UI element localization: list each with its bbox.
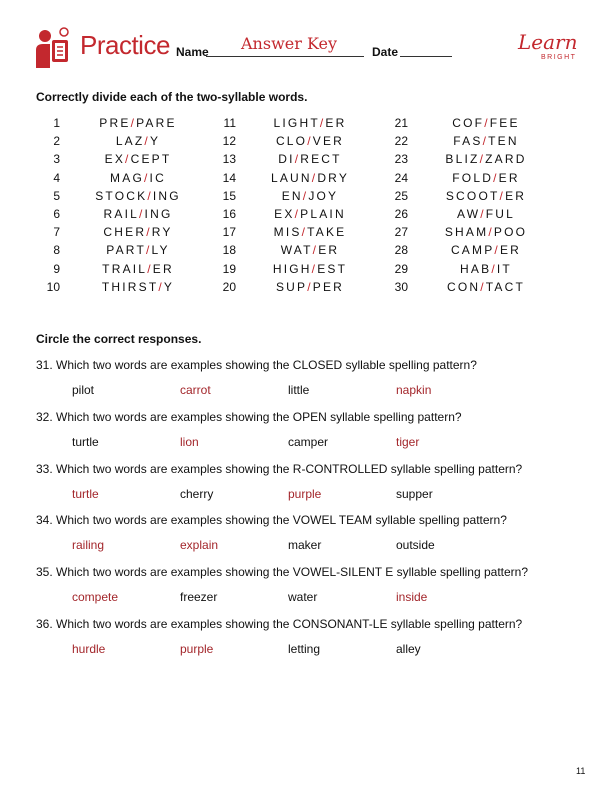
divided-word — [78, 243, 198, 257]
answer-choice-correct[interactable]: purple — [288, 486, 322, 501]
question-text: 33. Which two words are examples showing the R-CONTROLLED syllable spelling pattern? — [36, 461, 523, 476]
syllable-first: SUP — [275, 279, 308, 294]
syllable-divider: / — [143, 170, 150, 185]
word-number: 12 — [222, 134, 236, 149]
syllable-first: CLO — [275, 134, 308, 149]
syllable-second: EST — [317, 261, 348, 276]
answer-choice[interactable]: water — [288, 590, 318, 605]
answer-choice[interactable]: letting — [288, 642, 321, 656]
syllable-first: CHER — [103, 225, 147, 240]
divided-word — [250, 225, 370, 239]
syllable-divider: / — [147, 261, 153, 276]
syllable-second: ER — [505, 188, 527, 203]
syllable-first: RAIL — [103, 207, 139, 221]
syllable-divider: / — [139, 207, 145, 221]
syllable-divider: / — [147, 188, 153, 203]
answer-choice[interactable]: outside — [396, 538, 435, 553]
syllable-divider: / — [494, 243, 500, 258]
syllable-divider: / — [499, 188, 506, 203]
word-number: 14 — [222, 170, 236, 185]
syllable-divider: / — [311, 261, 318, 276]
syllable-first: SHAM — [444, 225, 489, 240]
syllable-divider: / — [294, 152, 301, 167]
word-number: 9 — [53, 261, 60, 276]
answer-choice-correct[interactable]: inside — [396, 590, 428, 605]
syllable-first: HAB — [460, 261, 492, 276]
syllable-divider: / — [145, 243, 152, 258]
word-number: 3 — [53, 152, 60, 167]
answer-choice-correct[interactable]: compete — [72, 590, 119, 605]
syllable-second: RECT — [300, 152, 342, 167]
word-number: 30 — [394, 279, 408, 294]
divided-word — [426, 280, 546, 294]
word-number: 29 — [394, 261, 408, 276]
word-number: 23 — [394, 152, 408, 167]
syllable-second: PER — [312, 279, 345, 294]
syllable-divider: / — [130, 116, 137, 130]
syllable-divider: / — [301, 225, 308, 240]
syllable-first: LAUN — [270, 170, 312, 185]
syllable-second: IT — [496, 261, 512, 276]
answer-choice-correct[interactable]: hurdle — [72, 642, 106, 656]
syllable-divider: / — [146, 225, 152, 240]
divided-word — [250, 262, 370, 276]
word-number: 19 — [222, 261, 236, 276]
section2-heading: Circle the correct responses. — [36, 332, 202, 346]
syllable-second: ER — [152, 261, 174, 276]
word-number: 4 — [53, 170, 60, 185]
word-number: 11 — [223, 116, 236, 130]
divided-word — [426, 134, 546, 148]
syllable-second: FUL — [485, 207, 516, 221]
syllable-first: CAMP — [450, 243, 495, 258]
word-number: 8 — [53, 243, 60, 258]
syllable-second: CEPT — [130, 152, 172, 167]
syllable-second: ER — [318, 243, 340, 258]
syllable-divider: / — [311, 170, 318, 185]
word-number: 28 — [394, 243, 408, 258]
syllable-first: STOCK — [95, 188, 148, 203]
word-number: 17 — [222, 225, 236, 240]
syllable-second: RY — [151, 225, 173, 240]
word-number: 13 — [222, 152, 236, 167]
date-label: Date — [372, 45, 399, 59]
word-number: 15 — [222, 188, 236, 203]
answer-choice-correct[interactable]: turtle — [72, 486, 99, 501]
syllable-second: PARE — [136, 116, 177, 130]
syllable-second: ING — [152, 188, 181, 203]
divided-word — [250, 171, 370, 185]
answer-choice-correct[interactable]: carrot — [180, 383, 211, 397]
word-number: 21 — [394, 116, 408, 130]
syllable-first: WAT — [280, 243, 313, 258]
syllable-divider: / — [493, 170, 499, 185]
date-field[interactable] — [400, 56, 452, 57]
syllable-divider: / — [491, 261, 497, 276]
divided-word — [78, 207, 198, 221]
answer-key-label: Answer Key — [241, 34, 337, 53]
answer-choice[interactable]: maker — [288, 538, 322, 553]
syllable-second: IC — [149, 170, 166, 185]
divided-word — [250, 116, 370, 130]
syllable-second: FEE — [489, 116, 520, 130]
logo-subtext: BRIGHT — [541, 54, 577, 61]
syllable-first: HIGH — [272, 261, 312, 276]
practice-person-icon — [34, 26, 74, 70]
word-number: 10 — [46, 279, 60, 294]
learn-bright-logo — [516, 30, 580, 66]
syllable-first: AW — [456, 207, 481, 221]
question-text: 31. Which two words are examples showing the CLOSED syllable spelling pattern? — [36, 358, 477, 372]
syllable-second: TACT — [485, 279, 526, 294]
syllable-divider: / — [488, 225, 494, 240]
syllable-divider: / — [482, 134, 489, 149]
word-number: 24 — [394, 170, 408, 185]
divided-word — [78, 116, 198, 130]
divided-word — [78, 225, 198, 239]
divided-word — [250, 207, 370, 221]
syllable-divider: / — [319, 116, 326, 130]
question-text: 36. Which two words are examples showing the CONSONANT-LE syllable spelling pattern? — [36, 617, 523, 631]
syllable-divider: / — [144, 134, 150, 149]
word-number: 26 — [394, 207, 408, 221]
syllable-second: JOY — [308, 188, 339, 203]
syllable-first: DI — [278, 152, 295, 167]
divided-word — [426, 207, 546, 221]
syllable-second: LY — [151, 243, 170, 258]
question-text: 32. Which two words are examples showing the OPEN syllable spelling pattern? — [36, 409, 462, 424]
divided-word — [250, 152, 370, 166]
syllable-second: ER — [325, 116, 347, 130]
section1-heading: Correctly divide each of the two-syllable words. — [36, 90, 308, 104]
syllable-first: FAS — [453, 134, 483, 149]
answer-choice-correct[interactable]: explain — [180, 538, 219, 553]
syllable-divider: / — [302, 188, 309, 203]
name-field[interactable] — [206, 56, 364, 57]
divided-word — [426, 225, 546, 239]
divided-word — [78, 134, 198, 148]
answer-choice-correct[interactable]: lion — [180, 434, 199, 449]
page-title: Practice — [80, 30, 170, 60]
answer-choice[interactable]: pilot — [72, 383, 95, 397]
syllable-first: MIS — [273, 225, 302, 240]
syllable-second: ER — [499, 243, 522, 258]
answer-choice-correct[interactable]: tiger — [396, 434, 420, 449]
divided-word — [250, 280, 370, 294]
syllable-divider: / — [480, 207, 486, 221]
syllable-divider: / — [307, 134, 313, 149]
syllable-first: COF — [452, 116, 485, 130]
page-number: 11 — [576, 766, 586, 776]
word-number: 18 — [222, 243, 236, 258]
divided-word — [426, 262, 546, 276]
syllable-first: EX — [274, 207, 295, 221]
syllable-divider: / — [125, 152, 131, 167]
divided-word — [78, 189, 198, 203]
answer-choice[interactable]: alley — [396, 642, 421, 656]
syllable-first: LIGHT — [273, 116, 320, 130]
syllable-second: ER — [498, 170, 520, 185]
syllable-divider: / — [312, 243, 319, 258]
word-number: 22 — [394, 134, 408, 149]
word-number: 25 — [394, 188, 408, 203]
divided-word — [250, 243, 370, 257]
word-number: 2 — [53, 134, 60, 149]
answer-choice-correct[interactable]: napkin — [396, 383, 432, 397]
answer-choice[interactable]: turtle — [72, 434, 99, 449]
syllable-divider: / — [480, 279, 486, 294]
syllable-second: ZARD — [485, 152, 527, 167]
syllable-second: ING — [144, 207, 173, 221]
divided-word — [78, 152, 198, 166]
answer-choice[interactable]: camper — [288, 434, 329, 449]
logo-text: Learn — [518, 30, 578, 54]
syllable-second: TEN — [488, 134, 519, 149]
answer-choice[interactable]: freezer — [180, 590, 218, 605]
syllable-first: EX — [104, 152, 126, 167]
question-text: 34. Which two words are examples showing the VOWEL TEAM syllable spelling pattern? — [36, 513, 507, 528]
syllable-first: TRAIL — [102, 261, 148, 276]
answer-choice-correct[interactable]: railing — [72, 538, 105, 553]
syllable-first: FOLD — [452, 170, 494, 185]
word-number: 16 — [222, 207, 236, 221]
word-number: 27 — [394, 225, 408, 240]
syllable-divider: / — [158, 279, 164, 294]
divided-word — [426, 243, 546, 257]
divided-word — [78, 171, 198, 185]
divided-word — [426, 152, 546, 166]
divided-word — [250, 134, 370, 148]
syllable-divider: / — [484, 116, 490, 130]
syllable-divider: / — [479, 152, 486, 167]
question-text: 35. Which two words are examples showing the VOWEL-SILENT E syllable spelling pattern? — [36, 565, 529, 580]
syllable-divider: / — [307, 279, 313, 294]
divided-word — [426, 189, 546, 203]
answer-choice-correct[interactable]: purple — [180, 642, 214, 656]
syllable-first: CON — [446, 279, 481, 294]
syllable-first: THIRST — [101, 279, 159, 294]
divided-word — [78, 262, 198, 276]
syllable-first: PRE — [99, 116, 131, 130]
divided-word — [426, 116, 546, 130]
syllable-divider: / — [294, 207, 301, 221]
syllable-second: DRY — [317, 170, 350, 185]
syllable-first: SCOOT — [445, 188, 500, 203]
divided-word — [250, 189, 370, 203]
syllable-first: LAZ — [115, 134, 145, 149]
syllable-second: PLAIN — [300, 207, 346, 221]
divided-word — [426, 171, 546, 185]
syllable-first: MAG — [110, 170, 144, 185]
answer-choice[interactable]: supper — [396, 486, 433, 501]
syllable-second: VER — [312, 134, 345, 149]
syllable-second: Y — [149, 134, 161, 149]
syllable-second: TAKE — [307, 225, 347, 240]
word-number: 1 — [53, 116, 60, 130]
answer-choice[interactable]: cherry — [180, 486, 214, 501]
word-number: 6 — [53, 207, 60, 221]
divided-word — [78, 280, 198, 294]
word-number: 7 — [53, 225, 60, 240]
word-number: 20 — [222, 279, 236, 294]
word-number: 5 — [53, 188, 60, 203]
syllable-first: EN — [281, 188, 303, 203]
syllable-first: PART — [106, 243, 146, 258]
name-label: Name — [176, 45, 209, 59]
syllable-second: POO — [493, 225, 528, 240]
syllable-second: Y — [163, 279, 175, 294]
syllable-first: BLIZ — [445, 152, 480, 167]
answer-choice[interactable]: little — [288, 383, 310, 397]
